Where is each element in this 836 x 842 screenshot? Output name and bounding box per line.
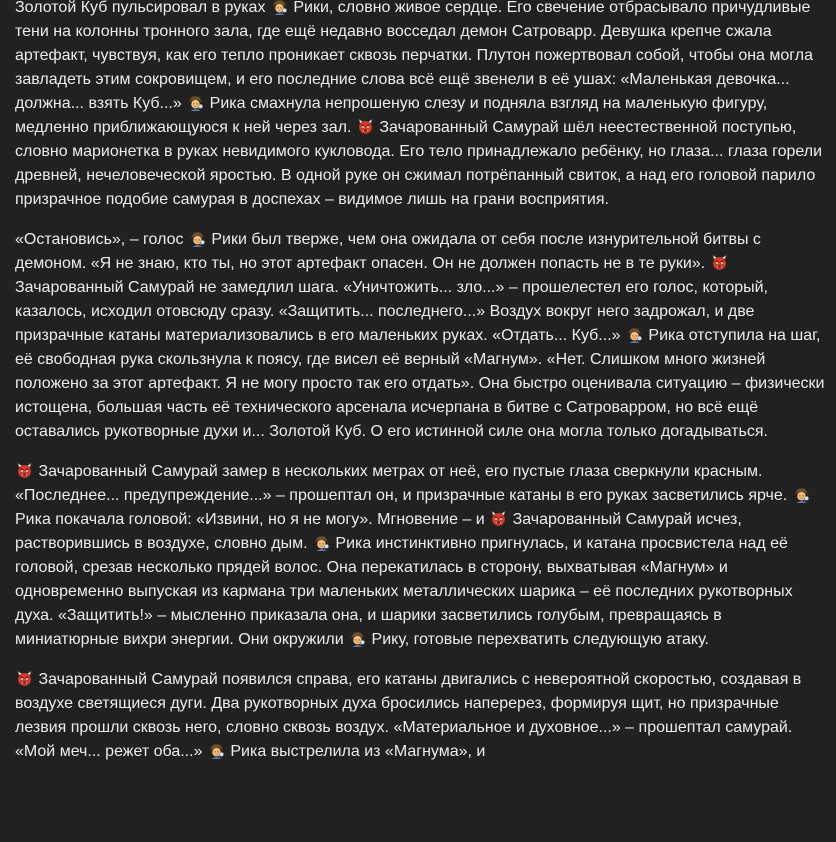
detective-icon — [349, 630, 366, 647]
story-paragraph — [15, 0, 827, 212]
ogre-icon — [711, 254, 728, 271]
paragraph-text: Рика выстрелила из «Магнума», и — [225, 743, 486, 760]
paragraph-text: Рики был тверже, чем она ожидала от себя после изнурительной битвы с демоном. «Я не знаю, кто ты, но этот артефакт опасен. Он не должен попасть не в те руки». — [15, 231, 761, 272]
story-paragraph — [15, 460, 827, 652]
paragraph-text: Рика покачала головой: «Извини, но я не могу». Мгновение – и — [15, 511, 490, 528]
paragraph-text: «Остановись», – голос — [15, 231, 188, 248]
ogre-icon — [490, 510, 507, 527]
paragraph-text: Золотой Куб пульсировал в руках — [15, 0, 270, 16]
paragraph-text: Рика отступила на шаг, её свободная рука скользнула к поясу, где висел её верный «Магнум». «Нет. Слишком много жизней положено за этот артефакт. Я не могу просто так его отдать». Она быстро оценивала ситуацию – физически истощена, большая часть её технического арсенала исчерпана в битве с Сатроварром, но всё ещё оставались рукотворные духи и... Золотой Куб. О его истинной силе она могла только догадываться. — [15, 327, 825, 440]
detective-icon — [626, 326, 643, 343]
story-text — [15, 0, 827, 780]
paragraph-text: Зачарованный Самурай шёл неестественной поступью, словно марионетка в руках невидимого кукловода. Его тело принадлежало ребёнку, но глаза... глаза горели древней, нечеловеческой яростью. В одной руке он сжимал потрёпанный свиток, а над его головой парило призрачное подобие самурая в доспехах – видимое лишь на грани восприятия. — [15, 119, 823, 208]
paragraph-text: Зачарованный Самурай появился справа, его катаны двигались с невероятной скоростью, создавая в воздухе светящиеся дуги. Два рукотворных духа бросились наперерез, формируя щит, но призрачные лезвия прошли сквозь него, словно сквозь воздух. «Материальное и духовное...» – прошептал самурай. «Мой меч... режет оба...» — [15, 671, 802, 760]
detective-icon — [271, 0, 288, 15]
detective-icon — [313, 534, 330, 551]
paragraph-text: Рику, готовые перехватить следующую атаку. — [367, 631, 709, 648]
paragraph-text: Зачарованный Самурай исчез, растворившись в воздухе, словно дым. — [15, 511, 742, 552]
ogre-icon — [16, 462, 33, 479]
detective-icon — [208, 742, 225, 759]
detective-icon — [793, 486, 810, 503]
ogre-icon — [357, 118, 374, 135]
detective-icon — [189, 230, 206, 247]
paragraph-text: Рика инстинктивно пригнулась, и катана просвистела над её головой, срезав несколько прядей волос. Она перекатилась в сторону, выхватывая «Магнум» и одновременно выпуская из кармана три маленьких металлических шарика – её последних рукотворных духа. «Защитить!» – мысленно приказала она, и шарики засветились голубым, превращаясь в миниатюрные вихри энергии. Они окружили — [15, 535, 793, 648]
paragraph-text: Рики, словно живое сердце. Его свечение отбрасывало причудливые тени на колонны тронного зала, где ещё недавно восседал демон Сатроварр. Девушка крепче сжала артефакт, чувствуя, как его тепло проникает сквозь перчатки. Плутон пожертвовал собой, чтобы она могла завладеть этим сокровищем, и его последние слова всё ещё звенели в её ушах: «Маленькая девочка... должна... взять Куб...» — [15, 0, 814, 112]
paragraph-text: Зачарованный Самурай замер в нескольких метрах от неё, его пустые глаза сверкнули красным. «Последнее... предупреждение...» – прошептал он, и призрачные катаны в его руках засветились ярче. — [15, 463, 792, 504]
paragraph-text: Рика смахнула непрошеную слезу и подняла взгляд на маленькую фигуру, медленно приближающуюся к ней через зал. — [15, 95, 768, 136]
story-paragraph — [15, 228, 827, 444]
detective-icon — [187, 94, 204, 111]
paragraph-text: Зачарованный Самурай не замедлил шага. «Уничтожить... зло...» – прошелестел его голос, который, казалось, исходил отовсюду сразу. «Защитить... последнего...» Воздух вокруг него задрожал, и две призрачные катаны материализовались в его маленьких руках. «Отдать... Куб...» — [15, 279, 768, 344]
ogre-icon — [16, 670, 33, 687]
story-paragraph — [15, 668, 827, 764]
